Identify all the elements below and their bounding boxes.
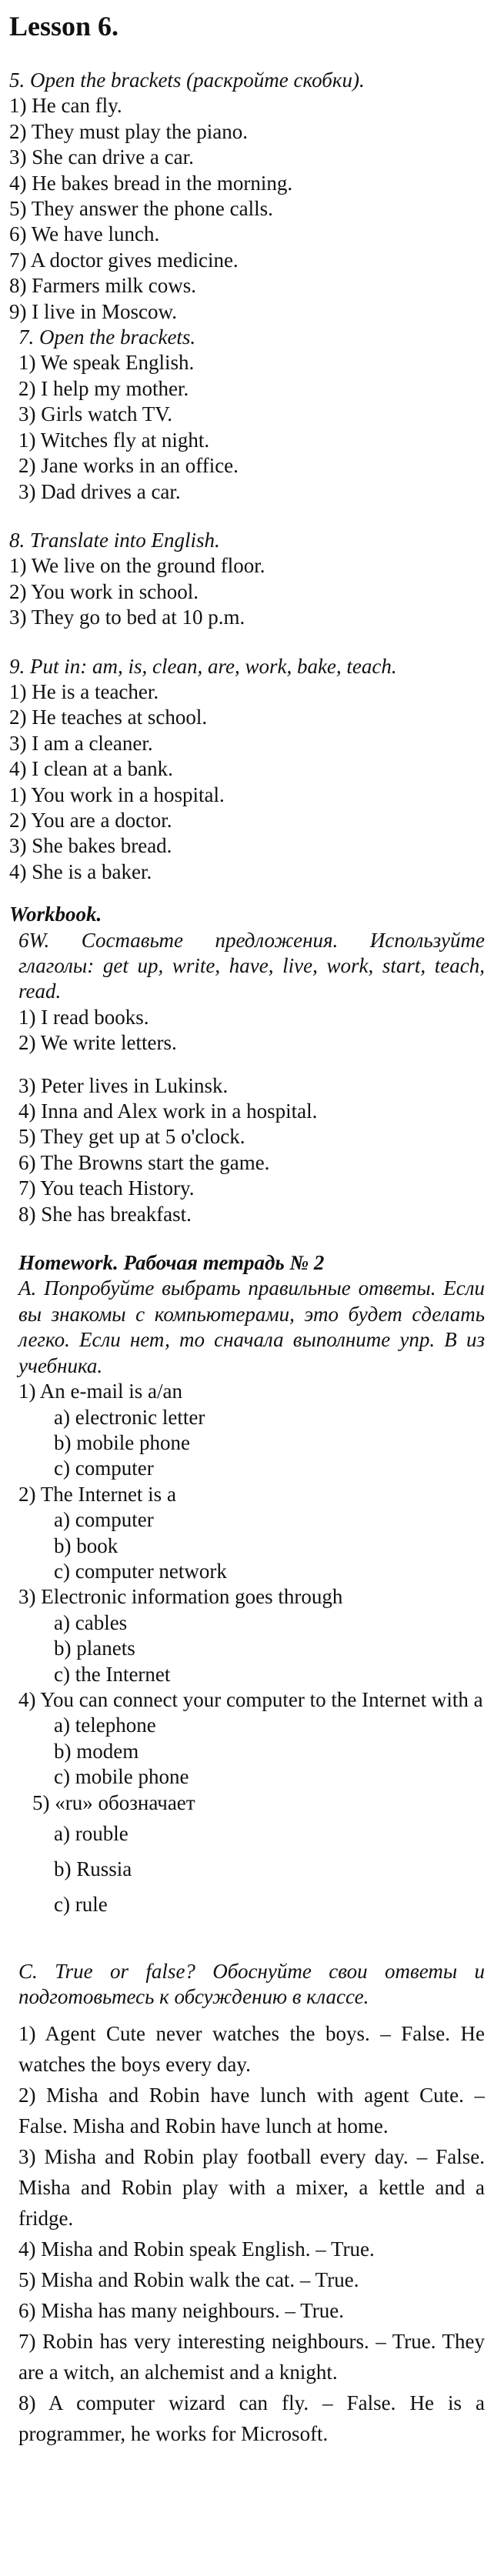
homework-task-a: A. Попробуйте выбрать правильные ответы. Если вы знакомы с компьютерами, это будет сделать легко. Если нет, то сначала выполните упр. B из учебника. [18, 1276, 485, 1377]
ex7-item: 3) Girls watch TV. [18, 402, 172, 426]
quiz-question: 5) «ru» обозначает [32, 1790, 195, 1814]
workbook-heading: Workbook. [9, 903, 102, 926]
true-false-item: 8) A computer wizard can fly. – False. He is a programmer, he works for Microsoft. [18, 2391, 485, 2445]
quiz-option: b) modem [54, 1739, 139, 1763]
quiz-option: c) rule [54, 1893, 108, 1916]
quiz-question: 3) Electronic information goes through [18, 1585, 343, 1609]
true-false-item: 5) Misha and Robin walk the cat. – True. [18, 2267, 359, 2291]
ex5-item: 2) They must play the piano. [9, 119, 248, 143]
quiz-option: b) book [54, 1533, 118, 1557]
quiz-option: c) mobile phone [54, 1765, 189, 1789]
quiz-option: a) electronic letter [54, 1405, 205, 1429]
ex9-item: 2) You are a doctor. [9, 808, 172, 832]
workbook-task: 6W. Составьте предложения. Используйте глаголы: get up, write, have, live, work, start, teach, read. [18, 928, 485, 1003]
workbook-item: 7) You teach History. [18, 1176, 195, 1200]
quiz-option: b) planets [54, 1637, 135, 1660]
ex5-item: 6) We have lunch. [9, 222, 160, 246]
quiz-option: a) telephone [54, 1713, 156, 1737]
ex9-item: 1) You work in a hospital. [9, 782, 225, 806]
quiz-option: b) mobile phone [54, 1430, 190, 1454]
quiz-question: 1) An e-mail is a/an [18, 1380, 182, 1403]
quiz-option: a) cables [54, 1610, 128, 1634]
true-false-item: 3) Misha and Robin play football every day. – False. Misha and Robin play with a mixer, a kettle and a fridge. [18, 2144, 485, 2230]
quiz-option: c) computer [54, 1457, 154, 1480]
ex7-item: 2) I help my mother. [18, 376, 189, 400]
quiz-option: a) rouble [54, 1822, 129, 1845]
true-false-item: 1) Agent Cute never watches the boys. – False. He watches the boys every day. [18, 2021, 485, 2076]
ex9-item: 3) She bakes bread. [9, 834, 172, 858]
workbook-item: 1) I read books. [18, 1005, 149, 1029]
ex5-heading: 5. Open the brackets (раскройте скобки). [9, 68, 365, 92]
ex5-item: 8) Farmers milk cows. [9, 274, 196, 298]
ex5-item: 4) He bakes bread in the morning. [9, 171, 293, 195]
ex8-heading: 8. Translate into English. [9, 528, 220, 552]
ex8-item: 3) They go to bed at 10 p.m. [9, 606, 245, 629]
workbook-item: 8) She has breakfast. [18, 1202, 192, 1226]
ex7-item: 3) Dad drives a car. [18, 479, 181, 503]
lesson-title: Lesson 6. [9, 11, 119, 42]
ex9-item: 1) He is a teacher. [9, 679, 159, 703]
workbook-item: 6) The Browns start the game. [18, 1150, 270, 1174]
true-false-item: 7) Robin has very interesting neighbours. – True. They are a witch, an alchemist and a knight. [18, 2329, 485, 2384]
quiz-question: 2) The Internet is a [18, 1482, 176, 1506]
ex5-item: 3) She can drive a car. [9, 145, 194, 169]
quiz-option: a) computer [54, 1508, 154, 1532]
quiz-option: c) computer network [54, 1559, 227, 1583]
workbook-item: 4) Inna and Alex work in a hospital. [18, 1099, 318, 1123]
ex9-heading: 9. Put in: am, is, clean, are, work, bake, teach. [9, 654, 397, 678]
true-false-item: 4) Misha and Robin speak English. – True. [18, 2237, 375, 2261]
ex9-item: 3) I am a cleaner. [9, 731, 153, 755]
ex9-item: 4) She is a baker. [9, 859, 152, 883]
true-false-item: 2) Misha and Robin have lunch with agent Cute. – False. Misha and Robin have lunch at home. [18, 2083, 485, 2137]
true-false-item: 6) Misha has many neighbours. – True. [18, 2298, 344, 2322]
ex7-item: 2) Jane works in an office. [18, 454, 239, 478]
ex8-item: 1) We live on the ground floor. [9, 554, 265, 578]
workbook-item: 2) We write letters. [18, 1031, 177, 1055]
ex7-item: 1) Witches fly at night. [18, 428, 210, 452]
ex5-item: 9) I live in Moscow. [9, 299, 177, 323]
ex8-item: 2) You work in school. [9, 579, 199, 603]
ex5-item: 5) They answer the phone calls. [9, 197, 273, 221]
ex5-item: 1) He can fly. [9, 94, 122, 118]
ex7-item: 1) We speak English. [18, 351, 195, 375]
quiz-option: b) Russia [54, 1857, 132, 1880]
quiz-option: c) the Internet [54, 1662, 171, 1686]
workbook-item: 5) They get up at 5 o'clock. [18, 1125, 245, 1149]
homework-heading: Homework. Рабочая тетрадь № 2 [18, 1251, 325, 1275]
ex5-item: 7) A doctor gives medicine. [9, 248, 239, 272]
quiz-question: 4) You can connect your computer to the Internet with a [18, 1687, 483, 1711]
ex7-heading: 7. Open the brackets. [18, 325, 196, 349]
homework-task-c: C. True or false? Обоснуйте свои ответы и подготовьтесь к обсуждению в классе. [18, 1960, 485, 2009]
ex9-item: 4) I clean at a bank. [9, 757, 173, 781]
workbook-item: 3) Peter lives in Lukinsk. [18, 1073, 229, 1097]
ex9-item: 2) He teaches at school. [9, 706, 208, 729]
